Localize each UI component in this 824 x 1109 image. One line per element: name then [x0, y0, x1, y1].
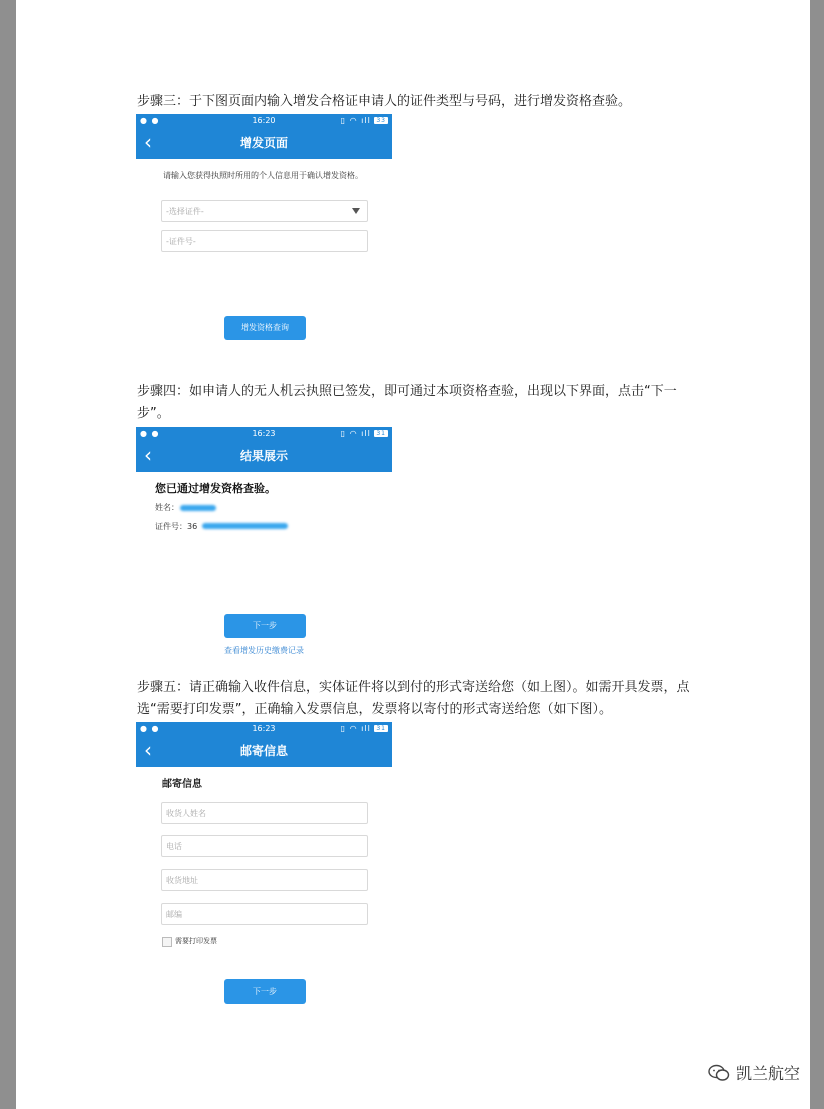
screenshot-mailing-page	[136, 722, 392, 1017]
battery-icon: 33	[376, 117, 386, 124]
battery-icon: 31	[376, 725, 386, 732]
status-icons-right: ▯ ◠ ıll 33	[340, 116, 386, 125]
step5-text: 步骤五：请正确输入收件信息，实体证件将以到付的形式寄送给您（如上图）。如需开具发票，点选“需要打印发票”，正确输入发票信息，发票将以寄付的形式寄送给您（如下图）。	[137, 680, 690, 717]
next-step-button[interactable]: 下一步	[224, 979, 306, 1004]
status-icons-right: ▯ ◠ ıll 31	[340, 724, 386, 733]
reissue-query-button[interactable]: 增发资格查询	[224, 316, 306, 340]
page-title: 邮寄信息	[239, 744, 288, 758]
nav-bar	[136, 736, 392, 767]
watermark	[708, 1061, 800, 1084]
page-title: 增发页面	[239, 136, 288, 150]
dropdown-caret-icon	[352, 208, 360, 214]
instruction-text: 请输入您获得执照时所用的个人信息用于确认增发资格。	[163, 171, 363, 180]
zip-input[interactable]	[161, 903, 368, 925]
nav-bar	[136, 441, 392, 472]
status-icons-left: ● ●	[140, 724, 160, 733]
status-time: 16:20	[252, 116, 276, 125]
pass-heading: 您已通过增发资格查验。	[155, 482, 276, 495]
status-bar	[136, 114, 392, 128]
invoice-checkbox[interactable]	[162, 937, 172, 947]
step4-text: 步骤四：如申请人的无人机云执照已签发，即可通过本项资格查验，出现以下界面，点击“下一步”。	[137, 384, 677, 421]
status-icons-left: ● ●	[140, 429, 160, 438]
redacted-name	[180, 505, 216, 511]
wechat-icon	[708, 1064, 730, 1082]
battery-icon: 31	[376, 430, 386, 437]
name-label: 姓名：	[155, 503, 179, 512]
page-title: 结果展示	[239, 449, 288, 463]
id-type-placeholder: -选择证件-	[166, 207, 204, 216]
id-number-placeholder: -证件号-	[166, 237, 196, 246]
back-arrow-icon[interactable]: ‹	[144, 738, 152, 762]
zip-placeholder: 邮编	[166, 910, 182, 919]
invoice-label: 需要打印发票	[175, 937, 217, 945]
step3-text: 步骤三：于下图页面内输入增发合格证申请人的证件类型与号码，进行增发资格查验。	[137, 94, 632, 109]
recipient-name-input[interactable]	[161, 802, 368, 824]
id-number-input[interactable]	[161, 230, 368, 252]
status-bar	[136, 427, 392, 441]
id-label: 证件号：36	[155, 522, 198, 531]
status-bar	[136, 722, 392, 736]
status-icons-left: ● ●	[140, 116, 160, 125]
nav-bar	[136, 128, 392, 159]
address-placeholder: 收货地址	[166, 876, 198, 885]
back-arrow-icon[interactable]: ‹	[144, 130, 152, 154]
status-time: 16:23	[252, 724, 276, 733]
address-input[interactable]	[161, 869, 368, 891]
phone-input[interactable]	[161, 835, 368, 857]
watermark-text: 凯兰航空	[735, 1064, 800, 1083]
next-step-button[interactable]: 下一步	[224, 614, 306, 638]
phone-placeholder: 电话	[166, 842, 182, 851]
section-heading: 邮寄信息	[162, 779, 202, 790]
screenshot-result-page	[136, 427, 392, 659]
id-type-select[interactable]	[161, 200, 368, 222]
status-icons-right: ▯ ◠ ıll 31	[340, 429, 386, 438]
screenshot-reissue-page	[136, 114, 392, 347]
history-link[interactable]: 查看增发历史缴费记录	[224, 646, 304, 655]
back-arrow-icon[interactable]: ‹	[144, 443, 152, 467]
redacted-id	[202, 523, 288, 529]
recipient-name-placeholder: 收货人姓名	[166, 809, 206, 818]
status-time: 16:23	[252, 429, 276, 438]
document-page	[16, 0, 810, 1109]
